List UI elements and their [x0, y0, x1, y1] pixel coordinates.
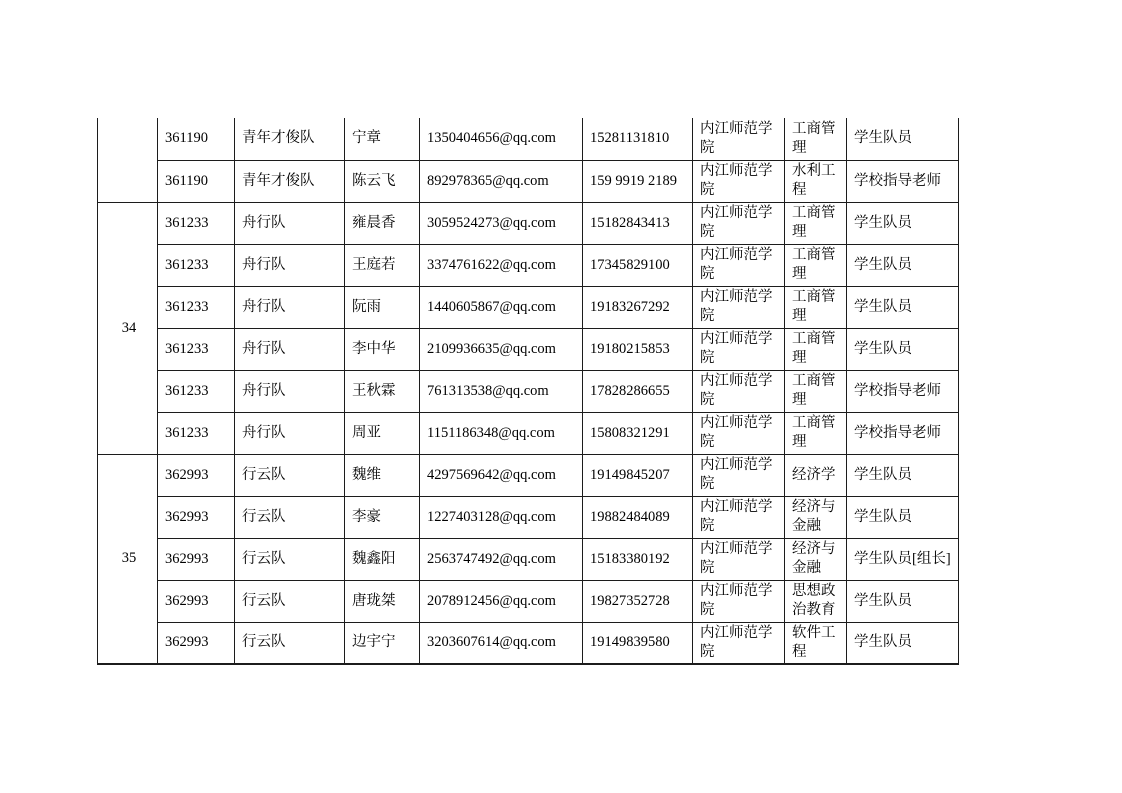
school-cell: 内江师范学院: [693, 538, 785, 580]
member-name-cell: 李中华: [345, 328, 420, 370]
major-cell: 工商管理: [785, 118, 847, 160]
roster-row: [98, 328, 959, 370]
team-name-cell: 青年才俊队: [235, 118, 345, 160]
school-cell: 内江师范学院: [693, 496, 785, 538]
major-cell: 软件工程: [785, 622, 847, 664]
team-id-cell: 361233: [158, 286, 235, 328]
major-cell: 工商管理: [785, 412, 847, 454]
member-name-cell: 阮雨: [345, 286, 420, 328]
email-cell: 3059524273@qq.com: [420, 202, 583, 244]
role-cell: 学校指导老师: [847, 412, 959, 454]
email-cell: 1227403128@qq.com: [420, 496, 583, 538]
major-cell: 思想政治教育: [785, 580, 847, 622]
school-cell: 内江师范学院: [693, 118, 785, 160]
team-id-cell: 361233: [158, 412, 235, 454]
team-roster-table: [97, 118, 959, 665]
role-cell: 学生队员: [847, 286, 959, 328]
member-name-cell: 魏维: [345, 454, 420, 496]
group-number-cell: [98, 118, 158, 202]
team-id-cell: 362993: [158, 538, 235, 580]
major-cell: 工商管理: [785, 370, 847, 412]
team-name-cell: 舟行队: [235, 286, 345, 328]
roster-row: [98, 538, 959, 580]
school-cell: 内江师范学院: [693, 286, 785, 328]
school-cell: 内江师范学院: [693, 202, 785, 244]
role-cell: 学生队员: [847, 580, 959, 622]
school-cell: 内江师范学院: [693, 244, 785, 286]
team-id-cell: 362993: [158, 622, 235, 664]
team-name-cell: 青年才俊队: [235, 160, 345, 202]
role-cell: 学校指导老师: [847, 370, 959, 412]
team-id-cell: 362993: [158, 496, 235, 538]
phone-cell: 19149845207: [583, 454, 693, 496]
email-cell: 892978365@qq.com: [420, 160, 583, 202]
team-name-cell: 舟行队: [235, 412, 345, 454]
member-name-cell: 唐珑桀: [345, 580, 420, 622]
team-id-cell: 361233: [158, 370, 235, 412]
phone-cell: 17345829100: [583, 244, 693, 286]
email-cell: 3374761622@qq.com: [420, 244, 583, 286]
member-name-cell: 王秋霖: [345, 370, 420, 412]
role-cell: 学校指导老师: [847, 160, 959, 202]
group-number-cell: 35: [98, 454, 158, 664]
member-name-cell: 边宇宁: [345, 622, 420, 664]
group-number-cell: 34: [98, 202, 158, 454]
phone-cell: 15808321291: [583, 412, 693, 454]
phone-cell: 17828286655: [583, 370, 693, 412]
member-name-cell: 陈云飞: [345, 160, 420, 202]
major-cell: 工商管理: [785, 202, 847, 244]
team-id-cell: 361190: [158, 118, 235, 160]
role-cell: 学生队员[组长]: [847, 538, 959, 580]
roster-row: [98, 244, 959, 286]
email-cell: 2563747492@qq.com: [420, 538, 583, 580]
phone-cell: 159 9919 2189: [583, 160, 693, 202]
major-cell: 经济学: [785, 454, 847, 496]
member-name-cell: 李豪: [345, 496, 420, 538]
email-cell: 761313538@qq.com: [420, 370, 583, 412]
major-cell: 经济与金融: [785, 496, 847, 538]
school-cell: 内江师范学院: [693, 622, 785, 664]
team-name-cell: 舟行队: [235, 370, 345, 412]
role-cell: 学生队员: [847, 454, 959, 496]
phone-cell: 19180215853: [583, 328, 693, 370]
roster-row: [98, 622, 959, 664]
team-id-cell: 362993: [158, 580, 235, 622]
role-cell: 学生队员: [847, 244, 959, 286]
role-cell: 学生队员: [847, 328, 959, 370]
role-cell: 学生队员: [847, 202, 959, 244]
role-cell: 学生队员: [847, 496, 959, 538]
team-id-cell: 361233: [158, 328, 235, 370]
team-id-cell: 361233: [158, 244, 235, 286]
major-cell: 经济与金融: [785, 538, 847, 580]
member-name-cell: 宁章: [345, 118, 420, 160]
email-cell: 2109936635@qq.com: [420, 328, 583, 370]
email-cell: 4297569642@qq.com: [420, 454, 583, 496]
member-name-cell: 王庭若: [345, 244, 420, 286]
member-name-cell: 魏鑫阳: [345, 538, 420, 580]
roster-row: [98, 370, 959, 412]
phone-cell: 19827352728: [583, 580, 693, 622]
team-id-cell: 361190: [158, 160, 235, 202]
phone-cell: 15183380192: [583, 538, 693, 580]
school-cell: 内江师范学院: [693, 412, 785, 454]
team-name-cell: 行云队: [235, 496, 345, 538]
roster-row: [98, 160, 959, 202]
major-cell: 工商管理: [785, 244, 847, 286]
roster-row: [98, 118, 959, 160]
roster-row: [98, 454, 959, 496]
email-cell: 2078912456@qq.com: [420, 580, 583, 622]
phone-cell: 19882484089: [583, 496, 693, 538]
major-cell: 工商管理: [785, 286, 847, 328]
team-name-cell: 舟行队: [235, 202, 345, 244]
roster-row: [98, 496, 959, 538]
member-name-cell: 周亚: [345, 412, 420, 454]
school-cell: 内江师范学院: [693, 370, 785, 412]
team-id-cell: 362993: [158, 454, 235, 496]
school-cell: 内江师范学院: [693, 580, 785, 622]
school-cell: 内江师范学院: [693, 160, 785, 202]
school-cell: 内江师范学院: [693, 328, 785, 370]
roster-row: [98, 580, 959, 622]
team-name-cell: 行云队: [235, 538, 345, 580]
email-cell: 1350404656@qq.com: [420, 118, 583, 160]
school-cell: 内江师范学院: [693, 454, 785, 496]
email-cell: 1440605867@qq.com: [420, 286, 583, 328]
team-name-cell: 行云队: [235, 622, 345, 664]
email-cell: 1151186348@qq.com: [420, 412, 583, 454]
role-cell: 学生队员: [847, 118, 959, 160]
phone-cell: 15281131810: [583, 118, 693, 160]
phone-cell: 19183267292: [583, 286, 693, 328]
major-cell: 水利工程: [785, 160, 847, 202]
phone-cell: 15182843413: [583, 202, 693, 244]
team-name-cell: 舟行队: [235, 328, 345, 370]
role-cell: 学生队员: [847, 622, 959, 664]
roster-row: [98, 412, 959, 454]
team-name-cell: 舟行队: [235, 244, 345, 286]
team-id-cell: 361233: [158, 202, 235, 244]
team-name-cell: 行云队: [235, 454, 345, 496]
roster-table-container: [97, 118, 959, 665]
major-cell: 工商管理: [785, 328, 847, 370]
email-cell: 3203607614@qq.com: [420, 622, 583, 664]
phone-cell: 19149839580: [583, 622, 693, 664]
team-name-cell: 行云队: [235, 580, 345, 622]
roster-row: [98, 286, 959, 328]
member-name-cell: 雍晨香: [345, 202, 420, 244]
roster-row: [98, 202, 959, 244]
